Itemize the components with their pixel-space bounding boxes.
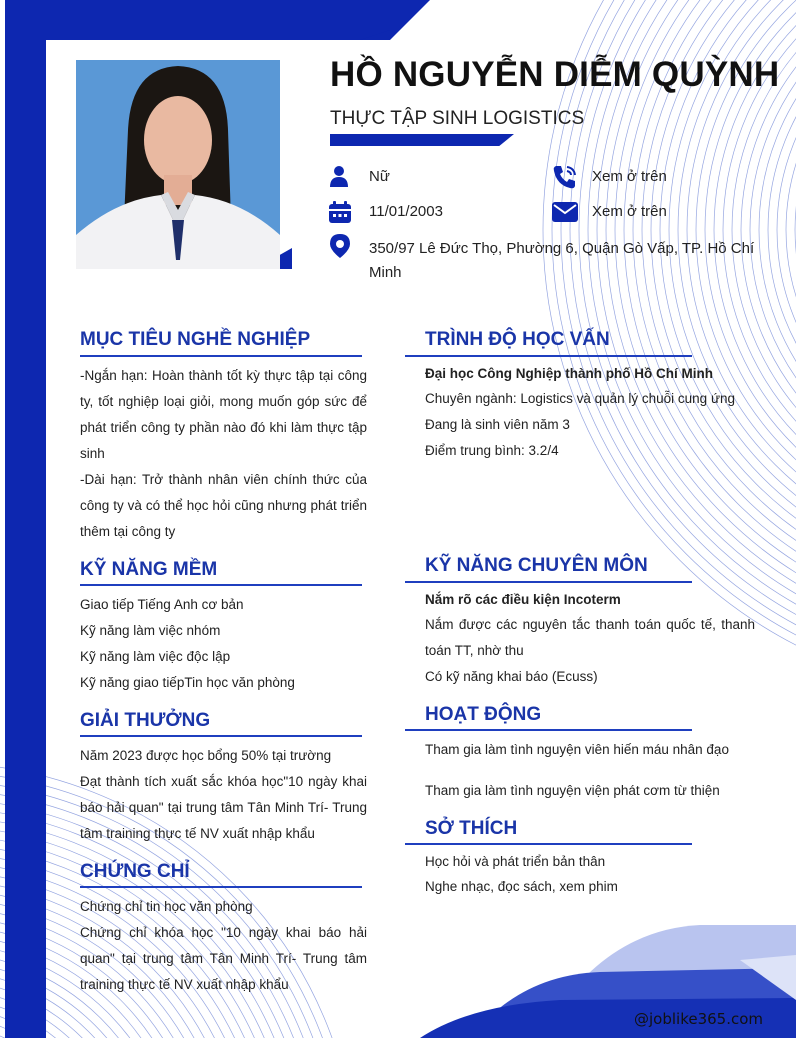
candidate-name: HỒ NGUYỄN DIỄM QUỲNH <box>330 55 780 94</box>
calendar-icon <box>328 200 350 222</box>
email-icon <box>552 201 574 223</box>
activities-divider <box>405 729 692 731</box>
activity-item: Tham gia làm tình nguyện viên hiến máu nhân đạo <box>425 742 729 757</box>
email-value: Xem ở trên <box>592 203 667 220</box>
awards-divider <box>80 735 362 737</box>
objective-title: MỤC TIÊU NGHỀ NGHIỆP <box>80 329 311 350</box>
soft-skill-item: Kỹ năng làm việc độc lập <box>80 649 231 664</box>
certificates-title: CHỨNG CHỈ <box>80 861 190 882</box>
pro-skills-title: KỸ NĂNG CHUYÊN MÔN <box>425 555 648 576</box>
certificate-item: Chứng chỉ khóa học "10 ngày khai báo hải quan" tại trung tâm Tân Minh Trí- Trung tâm training thực tế NV xuất nhập khẩu <box>80 925 367 992</box>
awards-title: GIẢI THƯỞNG <box>80 710 211 731</box>
profile-photo <box>76 60 280 269</box>
pro-skills-divider <box>405 581 692 583</box>
award-item: Đạt thành tích xuất sắc khóa học"10 ngày khai báo hải quan" tại trung tâm Tân Minh Trí- Trung tâm training thực tế NV xuất nhập khẩu <box>80 774 367 841</box>
pro-skill-item: Nắm được các nguyên tắc thanh toán quốc tế, thanh toán TT, nhờ thu <box>425 617 755 658</box>
user-icon <box>328 165 350 187</box>
soft-skill-item: Giao tiếp Tiếng Anh cơ bản <box>80 597 244 612</box>
education-year: Đang là sinh viên năm 3 <box>425 417 570 432</box>
soft-skill-item: Kỹ năng giao tiếpTin học văn phòng <box>80 675 295 690</box>
soft-skills-divider <box>80 584 362 586</box>
location-icon <box>329 234 351 256</box>
phone-value: Xem ở trên <box>592 168 667 185</box>
candidate-role: THỰC TẬP SINH LOGISTICS <box>330 108 585 129</box>
footer-watermark: @joblike365.com <box>634 1010 764 1028</box>
education-gpa: Điểm trung bình: 3.2/4 <box>425 443 559 458</box>
education-divider <box>405 355 692 357</box>
education-title: TRÌNH ĐỘ HỌC VẤN <box>425 329 610 350</box>
objective-divider <box>80 355 362 357</box>
objective-short-term: -Ngắn hạn: Hoàn thành tốt kỳ thực tập tại công ty, tốt nghiệp loại giỏi, mong muốn góp sức để phát triển công ty phần nào đó khi làm thực tập sinh <box>80 368 367 461</box>
phone-icon <box>552 164 574 186</box>
pro-skill-item: Có kỹ năng khai báo (Ecuss) <box>425 669 598 684</box>
soft-skill-item: Kỹ năng làm việc nhóm <box>80 623 221 638</box>
address-value: 350/97 Lê Đức Thọ, Phường 6, Quận Gò Vấp, TP. Hồ Chí Minh <box>369 240 755 281</box>
education-major: Chuyên ngành: Logistics và quản lý chuỗi cung ứng <box>425 391 735 406</box>
certificate-item: Chứng chỉ tin học văn phòng <box>80 899 253 914</box>
award-item: Năm 2023 được học bổng 50% tại trường <box>80 748 332 763</box>
objective-long-term: -Dài hạn: Trở thành nhân viên chính thức của công ty và có thể học hỏi cũng nhưng phát triển thêm tại công ty <box>80 472 367 539</box>
role-underline <box>330 134 514 146</box>
pro-skill-heading: Nắm rõ các điều kiện Incoterm <box>425 592 621 607</box>
activities-title: HOẠT ĐỘNG <box>425 704 542 725</box>
hobby-item: Học hỏi và phát triển bản thân <box>425 854 606 869</box>
soft-skills-title: KỸ NĂNG MỀM <box>80 559 218 580</box>
dob-value: 11/01/2003 <box>369 203 443 220</box>
hobbies-divider <box>405 843 692 845</box>
activity-item: Tham gia làm tình nguyện viện phát cơm từ thiện <box>425 783 720 798</box>
decor-arc <box>606 0 796 634</box>
hobbies-title: SỞ THÍCH <box>425 818 518 839</box>
gender-value: Nữ <box>369 168 390 185</box>
decor-arc <box>777 0 796 463</box>
certificates-divider <box>80 886 362 888</box>
education-school: Đại học Công Nghiệp thành phố Hồ Chí Minh <box>425 366 713 381</box>
hobby-item: Nghe nhạc, đọc sách, xem phim <box>425 879 618 894</box>
